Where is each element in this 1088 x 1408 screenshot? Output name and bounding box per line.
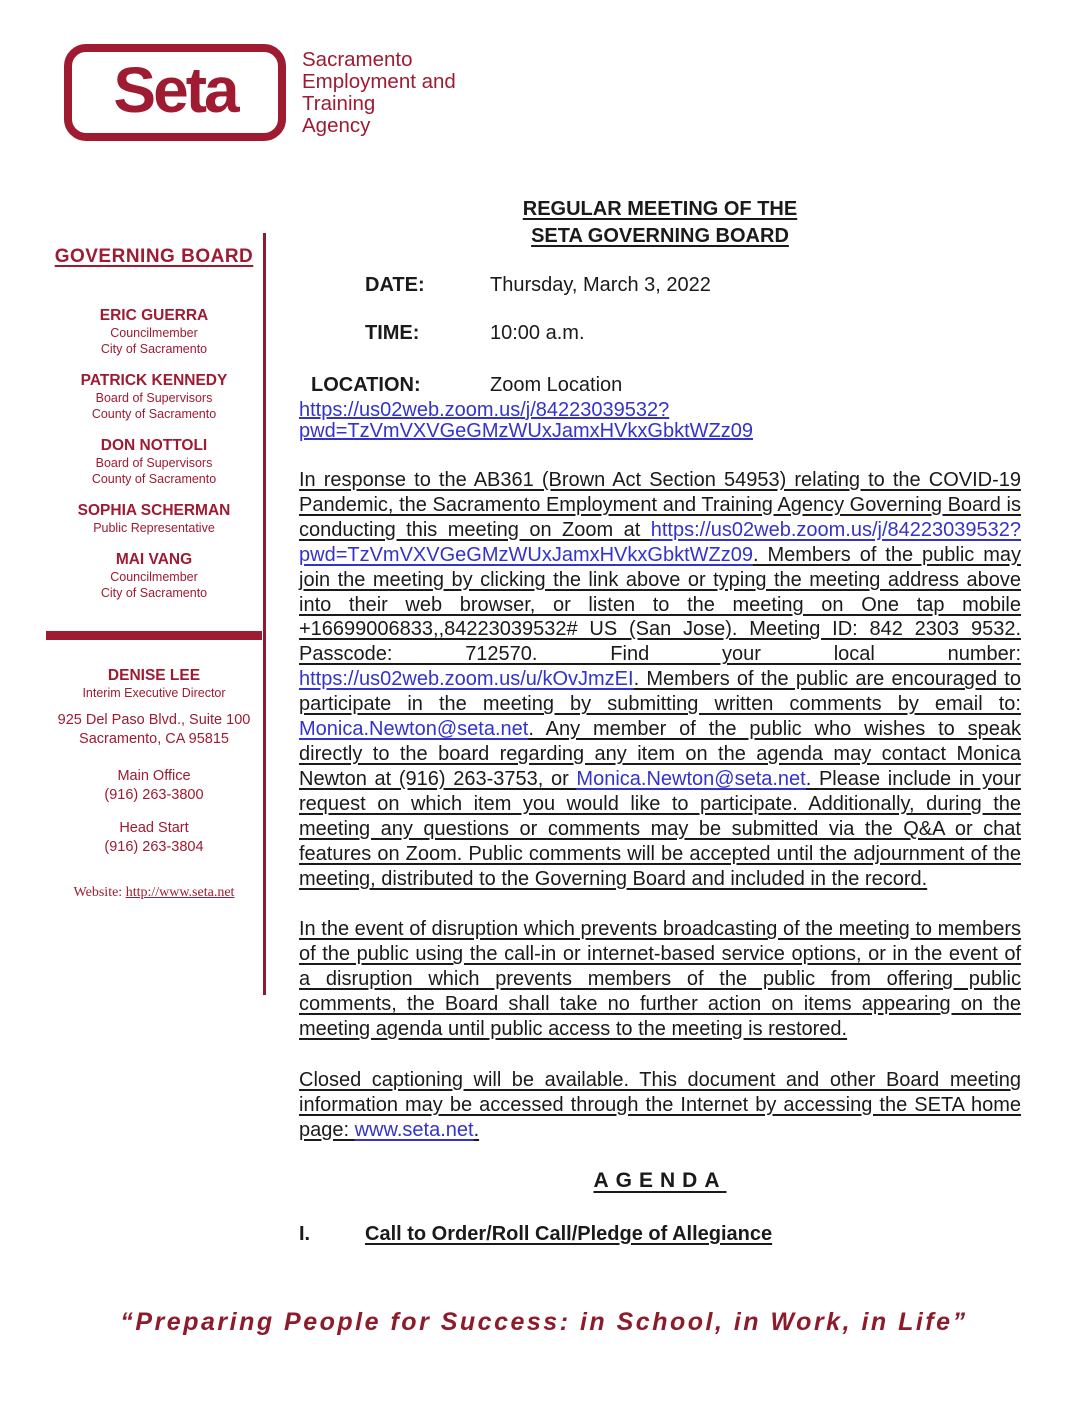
text-segment: . Members of the public may join the meeting by clicking the link above or typing the meeting address above into their web browser, or listen to the meeting on One tap mobile +16699006833,,84223039532# US (San Jose). Meeting ID: 842 2303 9532. Passcode: 712570. Find your local number: (299, 543, 1021, 666)
office-address (44, 711, 264, 749)
contact-phone: (916) 263-3800 (104, 787, 204, 803)
member-org: City of Sacramento (100, 342, 208, 356)
meeting-title-line: REGULAR MEETING OF THE (522, 198, 798, 220)
head-start-contact (44, 819, 264, 857)
member-role: Board of Supervisors (95, 456, 213, 470)
board-member (44, 501, 264, 536)
zoom-meeting-link[interactable]: https://us02web.zoom.us/j/84223039532?pwd=TzVmVXVGeGMzWUxJamxHVkxGbktWZz09 (299, 518, 1021, 566)
time-row (365, 323, 1021, 344)
org-name-line: Agency (302, 114, 371, 137)
director-name: DENISE LEE (107, 667, 201, 684)
member-role: Councilmember (110, 326, 198, 340)
location-link-row (299, 400, 1021, 442)
meeting-title (299, 196, 1021, 250)
text-segment: Closed captioning will be available. This document and other Board meeting information may be accessed through the Internet by accessing the SETA home page: (299, 1068, 1021, 1141)
meeting-title-line: SETA GOVERNING BOARD (531, 225, 789, 247)
time-label: TIME: (365, 322, 420, 344)
seta-logo-text: Seta (113, 53, 237, 126)
website-label: Website: (73, 885, 123, 900)
email-link-2[interactable]: Monica.Newton@seta.net (576, 767, 806, 790)
tagline: “Preparing People for Success: in School, in Work, in Life” (120, 1308, 968, 1336)
member-org: City of Sacramento (100, 586, 208, 600)
org-name (302, 44, 456, 141)
contact-label: Head Start (119, 820, 189, 836)
director-title: Interim Executive Director (82, 686, 226, 700)
website-row (44, 885, 264, 901)
member-org: County of Sacramento (91, 472, 217, 486)
member-name: SOPHIA SCHERMAN (77, 502, 231, 519)
member-name: PATRICK KENNEDY (80, 372, 228, 389)
member-org: County of Sacramento (91, 407, 217, 421)
text-segment: In response to the AB361 (Brown Act Section 54953) relating to the COVID-19 Pandemic, the Sacramento Employment and Training Agency Governing Board is conducting this meeting on Zoom at (299, 469, 1021, 541)
member-name: ERIC GUERRA (99, 307, 209, 324)
member-role: Councilmember (110, 570, 198, 584)
sidebar-divider (46, 631, 262, 640)
sidebar-heading: GOVERNING BOARD (54, 246, 254, 267)
address-line: Sacramento, CA 95815 (79, 731, 229, 747)
text-segment: . Any member of the public who wishes to speak directly to the board regarding any item on the agenda may contact Monica Newton at (916) 263-3753, or (299, 718, 1021, 790)
date-row (365, 275, 1021, 296)
location-row (311, 375, 1021, 396)
seta-logo (64, 44, 286, 141)
text-segment: . (473, 1118, 480, 1141)
agenda-item-number: I. (299, 1222, 311, 1245)
zoom-location-link[interactable]: https://us02web.zoom.us/j/84223039532?pwd=TzVmVXVGeGMzWUxJamxHVkxGbktWZz09 (299, 399, 753, 442)
text-segment: . Please include in your request on which item you would like to participate. Additionally, during the meeting any questions or comments may be submitted via the Q&A or chat features on Zoom. Public comments will be accepted until the adjournment of the meeting, distributed to the Governing Board and included in the record. (299, 767, 1021, 890)
local-number-link[interactable]: https://us02web.zoom.us/u/kOvJmzEI (299, 668, 634, 691)
agenda-item-1 (299, 1223, 1021, 1246)
vertical-divider (263, 233, 266, 995)
text-segment: . Members of the public are encouraged to participate in the meeting by submitting written comments by email to: (299, 668, 1021, 716)
website-link[interactable]: http://www.seta.net (125, 885, 235, 900)
board-member (44, 371, 264, 422)
member-role: Board of Supervisors (95, 391, 213, 405)
governing-board-sidebar (44, 246, 264, 901)
notice-paragraph-1 (299, 468, 1021, 891)
location-value: Zoom Location (490, 374, 623, 396)
contact-phone: (916) 263-3804 (104, 839, 204, 855)
org-name-line: Training (302, 92, 376, 115)
org-name-line: Sacramento (302, 48, 413, 71)
agenda-document (299, 196, 1021, 1246)
location-label: LOCATION: (311, 374, 421, 396)
agenda-item-title: Call to Order/Roll Call/Pledge of Allegiance (365, 1222, 773, 1245)
seta-homepage-link[interactable]: www.seta.net (354, 1118, 474, 1141)
email-link-1[interactable]: Monica.Newton@seta.net (299, 718, 529, 741)
date-value: Thursday, March 3, 2022 (490, 274, 711, 296)
board-member (44, 550, 264, 601)
address-line: 925 Del Paso Blvd., Suite 100 (57, 712, 251, 728)
text-segment: In the event of disruption which prevents broadcasting of the meeting to members of the public using the call-in or internet-based service options, or in the event of a disruption which prevents members of the public from offering public comments, the Board shall take no further action on items appearing on the meeting agenda until public access to the meeting is restored. (299, 918, 1021, 1041)
brand-header (64, 44, 456, 141)
member-name: DON NOTTOLI (100, 437, 208, 454)
member-name: MAI VANG (115, 551, 193, 568)
notice-paragraph-2 (299, 917, 1021, 1042)
agenda-heading: AGENDA (593, 1168, 727, 1192)
main-office-contact (44, 767, 264, 805)
time-value: 10:00 a.m. (490, 322, 585, 344)
date-label: DATE: (365, 274, 425, 296)
contact-label: Main Office (117, 768, 191, 784)
board-member (44, 436, 264, 487)
board-member (44, 306, 264, 357)
org-name-line: Employment and (302, 70, 456, 93)
member-role: Public Representative (93, 521, 215, 535)
notice-paragraph-3 (299, 1068, 1021, 1143)
